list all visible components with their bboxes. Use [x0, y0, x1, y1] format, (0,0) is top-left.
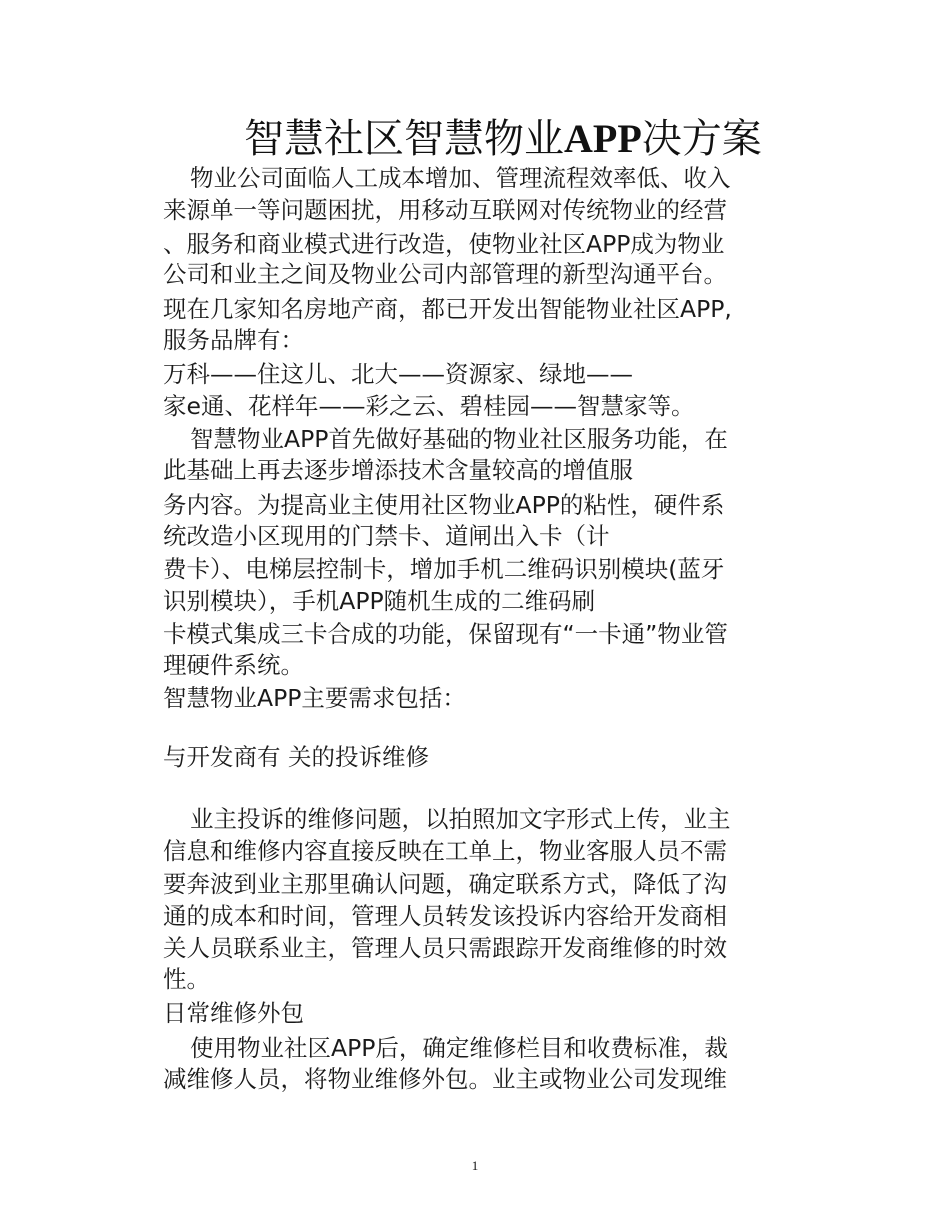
section-heading: 与开发商有 关的投诉维修: [163, 743, 429, 771]
page-number: 1: [471, 1158, 479, 1173]
body-line: 卡模式集成三卡合成的功能，保留现有“一卡通”物业管: [163, 620, 728, 648]
body-line: 减维修人员，将物业维修外包。业主或物业公司发现维: [163, 1065, 727, 1093]
body-line: 此基础上再去逐步增添技术含量较高的增值服: [163, 456, 633, 484]
body-line: 性。: [163, 965, 210, 993]
body-line: 公司和业主之间及物业公司内部管理的新型沟通平台。: [163, 260, 727, 288]
body-line: 物业公司面临人工成本增加、管理流程效率低、收入: [190, 164, 731, 192]
document-title: 智慧社区智慧物业APP决方案: [244, 116, 762, 162]
body-line: 万科——住这儿、北大——资源家、绿地——: [163, 360, 633, 388]
body-line: 费卡）、电梯层控制卡，增加手机二维码识别模块(蓝牙: [163, 555, 725, 583]
body-line: 信息和维修内容直接反映在工单上，物业客服人员不需: [163, 837, 727, 865]
body-line: 、服务和商业模式进行改造，使物业社区APP成为物业: [163, 230, 725, 258]
body-line: 识别模块），手机APP随机生成的二维码刷: [163, 587, 596, 615]
body-line: 通的成本和时间，管理人员转发该投诉内容给开发商相: [163, 902, 727, 930]
body-line: 来源单一等问题困扰，用移动互联网对传统物业的经营: [163, 196, 727, 224]
section-heading: 日常维修外包: [163, 999, 304, 1027]
body-line: 理硬件系统。: [163, 651, 304, 679]
body-line: 务内容。为提高业主使用社区物业APP的粘性，硬件系: [163, 491, 725, 519]
body-line: 服务品牌有：: [163, 326, 304, 354]
body-line: 业主投诉的维修问题，以拍照加文字形式上传，业主: [190, 805, 731, 833]
body-line: 使用物业社区APP后，确定维修栏目和收费标准，裁: [190, 1034, 728, 1062]
body-line: 统改造小区现用的门禁卡、道闸出入卡（计: [163, 522, 610, 550]
section-heading: 智慧物业APP主要需求包括：: [163, 684, 466, 712]
body-line: 关人员联系业主，管理人员只需跟踪开发商维修的时效: [163, 934, 727, 962]
body-line: 要奔波到业主那里确认问题，确定联系方式，降低了沟: [163, 870, 727, 898]
body-line: 家e通、花样年——彩之云、碧桂园——智慧家等。: [163, 392, 695, 420]
body-line: 现在几家知名房地产商，都已开发出智能物业社区APP,: [163, 295, 732, 323]
body-line: 智慧物业APP首先做好基础的物业社区服务功能，在: [190, 425, 728, 453]
